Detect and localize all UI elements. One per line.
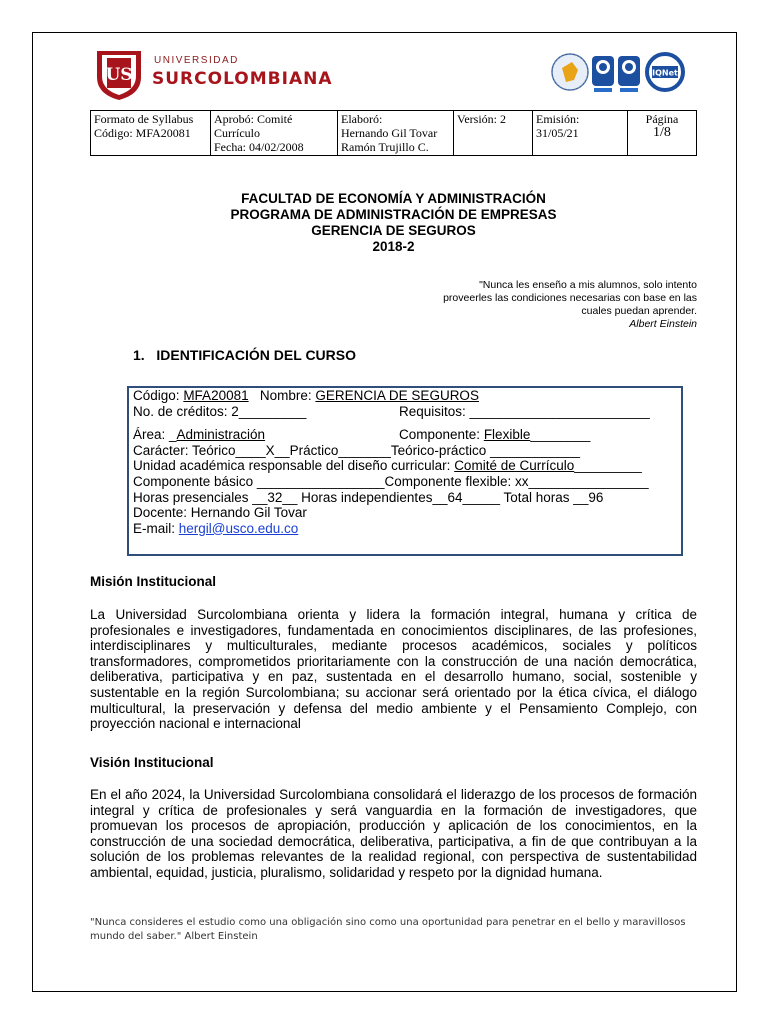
university-logo: [94, 47, 334, 101]
course-info-lines: [133, 388, 683, 536]
approved-committee: Currículo: [214, 126, 260, 140]
document-header-table: [90, 110, 697, 156]
certification-logos: [548, 50, 688, 96]
course-row-credits: [133, 404, 683, 420]
requirements-label: Requisitos:: [399, 403, 470, 419]
approved-date: Fecha: 04/02/2008: [214, 140, 304, 154]
top-quote-line: "Nunca les enseño a mis alumnos, solo intento: [479, 279, 697, 291]
logo-name: SURCOLOMBIANA: [152, 69, 333, 89]
mission-text: La Universidad Surcolombiana orienta y lidera la formación integral, humana y crítica de profesionales e investigadores, fundamentada en conocimientos disciplinares, de las profesiones, interdisciplinares y multiculturales, mediante procesos académicos, sociales y políticos transformadores, comprometidos prioritariamente con la construcción de una nación democrática, deliberativa, participativa y en paz, sustentada en el desarrollo humano, social, sostenible y sustentable en la región Surcolombiana; su accionar será orientado por la ética cívica, el diálogo multicultural, la preservación y defensa del medio ambiente y el Pensamiento Complejo, con proyección nacional e internacional: [90, 607, 697, 732]
top-quote: [390, 279, 697, 331]
course-row-code: [133, 388, 683, 404]
component-value: Flexible: [483, 427, 531, 443]
email-label: E-mail:: [133, 520, 179, 536]
format-label: Formato de Syllabus: [94, 112, 194, 126]
mission-heading: Misión Institucional: [90, 574, 217, 589]
vision-text: En el año 2024, la Universidad Surcolombiana consolidará el liderazgo de los procesos de formación integral y crítica de profesionales y será vanguardia en la formación de investigadores, que promuevan los procesos de apropiación, producción y aplicación de los conocimientos, en la construcción de una sociedad democrática, deliberativa, participativa, a fin de que contribuyan a la solución de los problemas relevantes de la realidad regional, con perspectiva de sustentabilidad ambiental, equidad, justicia, pluralismo, solidaridad y respeto por la dignidad humana.: [90, 787, 697, 880]
credits-blank: _________: [238, 403, 307, 419]
format-cell: [91, 111, 211, 156]
unit-field-label: Unidad académica responsable del diseño curricular:: [133, 458, 455, 474]
section-heading-identification: [133, 347, 356, 363]
bottom-quote: "Nunca consideres el estudio como una obligación sino como una oportunidad para penetrar en el bello y maravillosos mundo del saber." Albert Einstein: [90, 917, 686, 942]
prepared-author-2: Ramón Trujillo C.: [341, 140, 429, 154]
course-row-basic: [133, 474, 683, 490]
course-row-teacher: [133, 505, 683, 521]
shield-icon: [94, 47, 144, 101]
prepared-label: Elaboró:: [341, 112, 383, 126]
credits-field: No. de créditos: 2: [133, 403, 239, 419]
course-row-area: [133, 427, 683, 443]
section-title: IDENTIFICACIÓN DEL CURSO: [156, 347, 356, 363]
unit-field-value: Comité de Currículo: [454, 458, 575, 474]
logo-university-label: UNIVERSIDAD: [154, 55, 239, 66]
course-title: GERENCIA DE SEGUROS: [311, 223, 476, 238]
component-label: Componente:: [399, 427, 484, 443]
version-label: Versión: 2: [457, 112, 506, 126]
email-link[interactable]: hergil@usco.edu.co: [178, 520, 299, 536]
unit-blank: _________: [574, 458, 642, 474]
issued-cell: [533, 111, 628, 156]
hours-field: Horas presenciales __32__ Horas independientes__64_____ Total horas __96: [133, 489, 604, 505]
top-quote-line: cuales puedan aprender.: [581, 305, 697, 317]
course-row-unit: [133, 458, 683, 474]
period-title: 2018-2: [372, 239, 415, 254]
course-row-hours: [133, 490, 683, 506]
issued-date: 31/05/21: [536, 126, 579, 140]
faculty-title: FACULTAD DE ECONOMÍA Y ADMINISTRACIÓN: [241, 191, 546, 206]
iqnet-icon: [647, 54, 683, 90]
code-field-label: Código:: [133, 388, 180, 403]
prepared-cell: [338, 111, 454, 156]
name-field-value: GERENCIA DE SEGUROS: [315, 388, 479, 403]
version-cell: [454, 111, 533, 156]
document-titles: [90, 191, 697, 255]
program-title: PROGRAMA DE ADMINISTRACIÓN DE EMPRESAS: [230, 207, 557, 222]
page-number: 1/8: [653, 125, 671, 140]
requirements-blank: ________________________: [469, 403, 650, 419]
teacher-field: Docente: Hernando Gil Tovar: [133, 505, 307, 521]
area-field-value: Administración: [176, 427, 266, 443]
svg-text:IQNet: IQNet: [652, 68, 678, 78]
basic-blank: ________________: [528, 473, 649, 489]
prepared-author-1: Hernando Gil Tovar: [341, 126, 438, 140]
top-quote-line: proveerles las condiciones necesarias con base en las: [443, 292, 697, 304]
name-field-label: Nombre:: [259, 388, 312, 403]
approved-cell: [211, 111, 338, 156]
issued-label: Emisión:: [536, 112, 580, 126]
component-blank: ________: [530, 427, 591, 443]
icontec-ntcgp-icon: [618, 56, 640, 92]
page-label: Página: [645, 112, 679, 126]
globe-certification-icon: [552, 54, 588, 90]
course-row-email: [133, 521, 683, 537]
code-field-value: MFA20081: [183, 388, 249, 403]
svg-text:US: US: [105, 65, 133, 85]
vision-heading: Visión Institucional: [90, 755, 214, 770]
basic-component-field: Componente básico _________________Componente flexible: xx: [133, 473, 529, 489]
top-quote-author: Albert Einstein: [629, 318, 697, 330]
course-row-character: [133, 443, 683, 459]
area-field-label: Área: _: [133, 427, 177, 443]
section-number: 1.: [133, 347, 145, 363]
approved-label: Aprobó: Comité: [214, 112, 293, 126]
character-field: Carácter: Teórico____X__Práctico_______Teórico-práctico ____________: [133, 442, 581, 458]
page-cell: [628, 111, 697, 156]
code-label: Código: MFA20081: [94, 126, 191, 140]
icontec-iso-icon: [592, 56, 614, 92]
